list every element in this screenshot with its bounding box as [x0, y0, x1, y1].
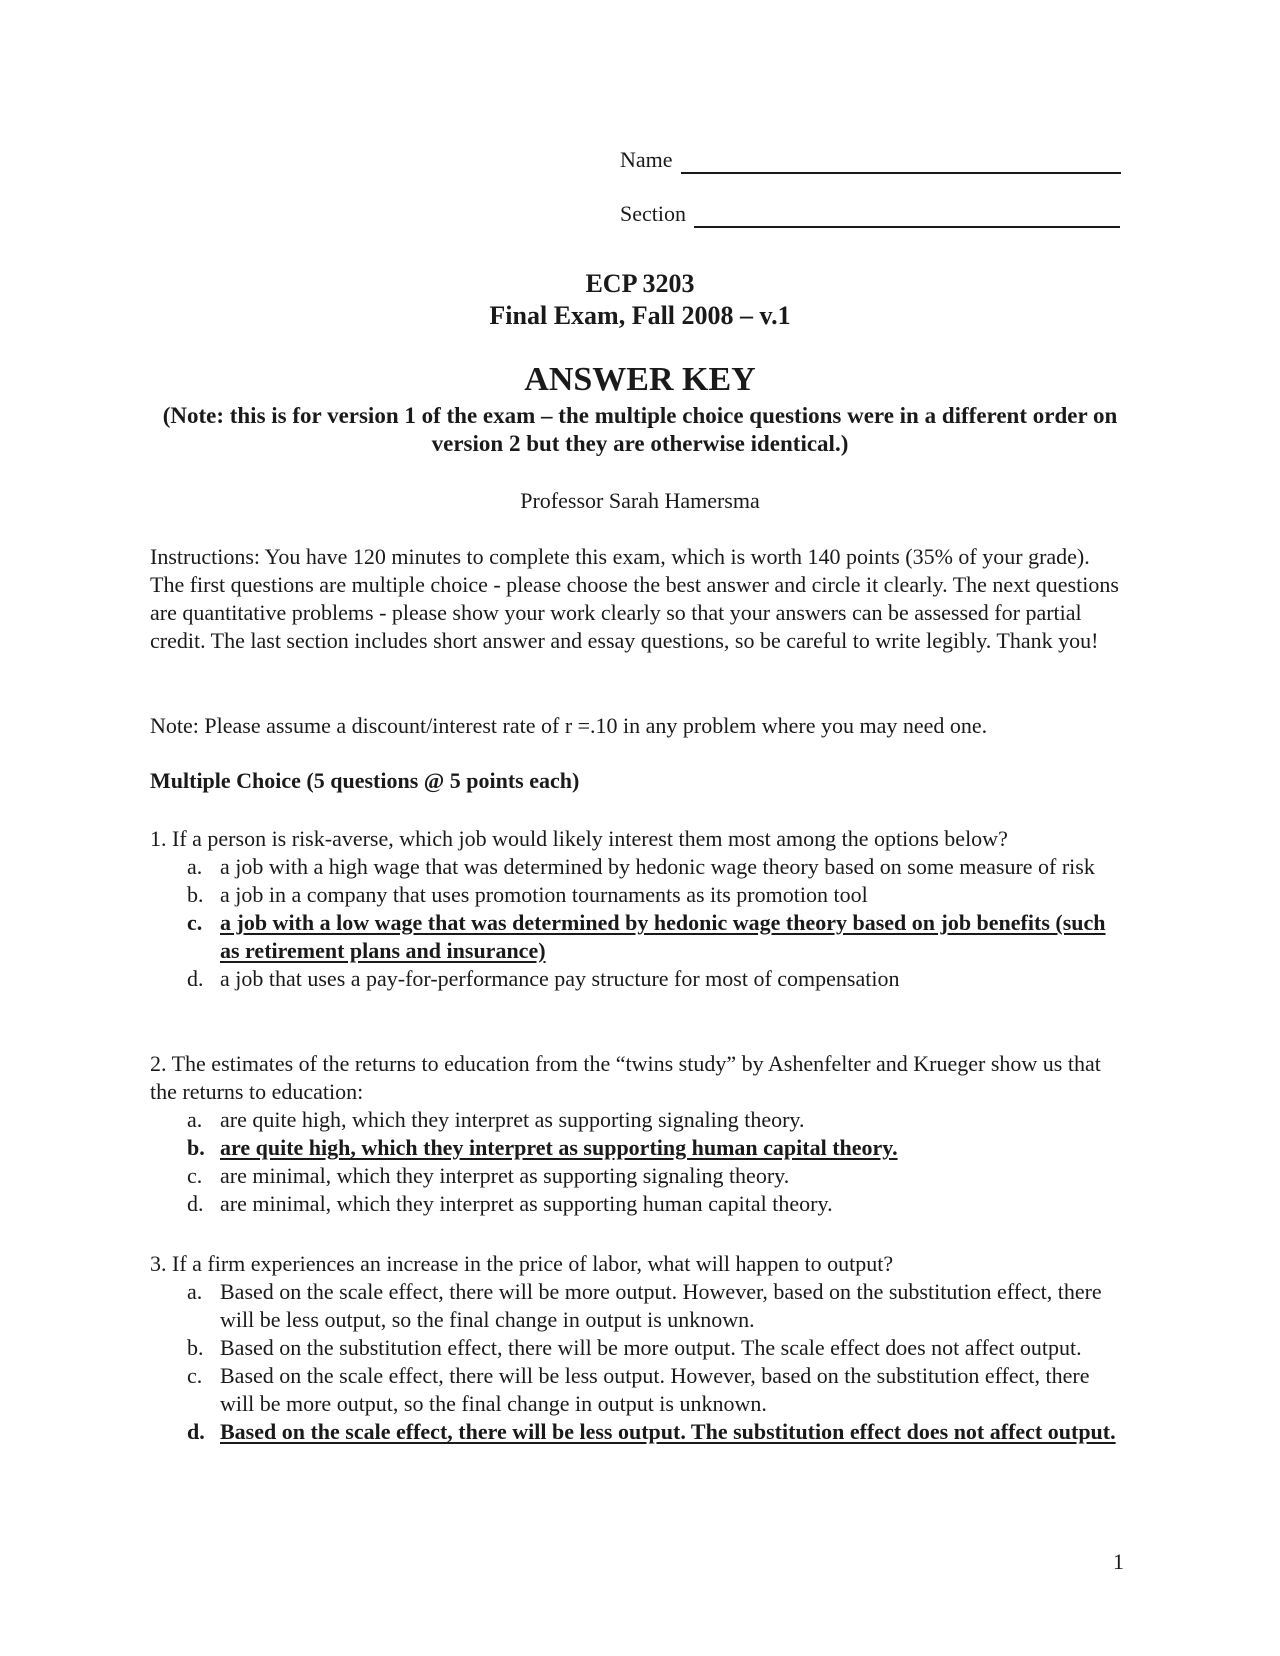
option-letter: b.	[187, 882, 204, 907]
option-letter: a.	[187, 854, 203, 879]
option-letter: c.	[187, 910, 203, 935]
option-d	[150, 1190, 1120, 1218]
multiple-choice-heading: Multiple Choice (5 questions @ 5 points each)	[150, 768, 580, 793]
answer-key-heading: ANSWER KEY	[524, 361, 756, 398]
option-letter: c.	[187, 1363, 203, 1388]
option-text: a job with a high wage that was determined by hedonic wage theory based on some measure of risk	[220, 854, 1095, 879]
question-3	[150, 1250, 1120, 1446]
question-stem: 2. The estimates of the returns to education from the “twins study” by Ashenfelter and Krueger show us that the returns to education:	[150, 1051, 1101, 1104]
discount-rate-note: Note: Please assume a discount/interest rate of r =.10 in any problem where you may need one.	[150, 713, 988, 738]
option-b	[150, 881, 1120, 909]
instructions-paragraph: Instructions: You have 120 minutes to complete this exam, which is worth 140 points (35% of your grade). The first questions are multiple choice - please choose the best answer and circle it clearly. The next questions are quantitative problems - please show your work clearly so that your answers can be assessed for partial credit. The last section includes short answer and essay questions, so be careful to write legibly. Thank you!	[150, 544, 1119, 653]
question-stem: 1. If a person is risk-averse, which job would likely interest them most among the options below?	[150, 826, 1008, 851]
option-c	[150, 1162, 1120, 1190]
option-a	[150, 1106, 1120, 1134]
option-text: a job that uses a pay-for-performance pay structure for most of compensation	[220, 966, 900, 991]
option-letter: a.	[187, 1107, 203, 1132]
option-text: Based on the scale effect, there will be less output. However, based on the substitution effect, there will be more output, so the final change in output is unknown.	[220, 1363, 1090, 1416]
name-blank-line	[681, 150, 1121, 174]
option-letter: d.	[187, 1191, 204, 1216]
option-letter: c.	[187, 1163, 203, 1188]
professor-name: Professor Sarah Hamersma	[520, 488, 760, 513]
option-b-correct-answer	[150, 1134, 1120, 1162]
option-letter: a.	[187, 1279, 203, 1304]
option-d-correct-answer	[150, 1418, 1120, 1446]
name-field	[620, 146, 1121, 174]
option-letter: d.	[187, 1419, 205, 1444]
course-title: ECP 3203	[585, 269, 695, 298]
name-label: Name	[620, 147, 673, 172]
section-blank-line	[694, 204, 1120, 228]
exam-title: Final Exam, Fall 2008 – v.1	[489, 301, 791, 330]
option-a	[150, 853, 1120, 881]
option-list	[150, 1106, 1120, 1218]
option-d	[150, 965, 1120, 993]
option-text: Based on the substitution effect, there will be more output. The scale effect does not affect output.	[220, 1335, 1082, 1360]
question-1	[150, 825, 1120, 993]
option-text: Based on the scale effect, there will be more output. However, based on the substitution effect, there will be less output, so the final change in output is unknown.	[220, 1279, 1102, 1332]
option-text: are minimal, which they interpret as supporting signaling theory.	[220, 1163, 790, 1188]
option-c-correct-answer	[150, 909, 1120, 965]
option-b	[150, 1334, 1120, 1362]
version-note: (Note: this is for version 1 of the exam – the multiple choice questions were in a different order on version 2 but they are otherwise identical.)	[162, 403, 1118, 456]
option-letter: b.	[187, 1135, 205, 1160]
section-field	[620, 200, 1120, 228]
page-number: 1	[1113, 1549, 1124, 1574]
option-letter: b.	[187, 1335, 204, 1360]
question-stem: 3. If a firm experiences an increase in the price of labor, what will happen to output?	[150, 1251, 894, 1276]
option-a	[150, 1278, 1120, 1334]
option-text: a job with a low wage that was determined by hedonic wage theory based on job benefits (such as retirement plans and insurance)	[220, 910, 1106, 963]
option-text: are minimal, which they interpret as supporting human capital theory.	[220, 1191, 833, 1216]
option-letter: d.	[187, 966, 204, 991]
option-list	[150, 853, 1120, 993]
option-text: are quite high, which they interpret as supporting human capital theory.	[220, 1135, 898, 1160]
option-text: a job in a company that uses promotion tournaments as its promotion tool	[220, 882, 868, 907]
question-2	[150, 1050, 1120, 1218]
option-text: are quite high, which they interpret as supporting signaling theory.	[220, 1107, 805, 1132]
option-c	[150, 1362, 1120, 1418]
option-text: Based on the scale effect, there will be less output. The substitution effect does not affect output.	[220, 1419, 1116, 1444]
option-list	[150, 1278, 1120, 1446]
section-label: Section	[620, 201, 686, 226]
